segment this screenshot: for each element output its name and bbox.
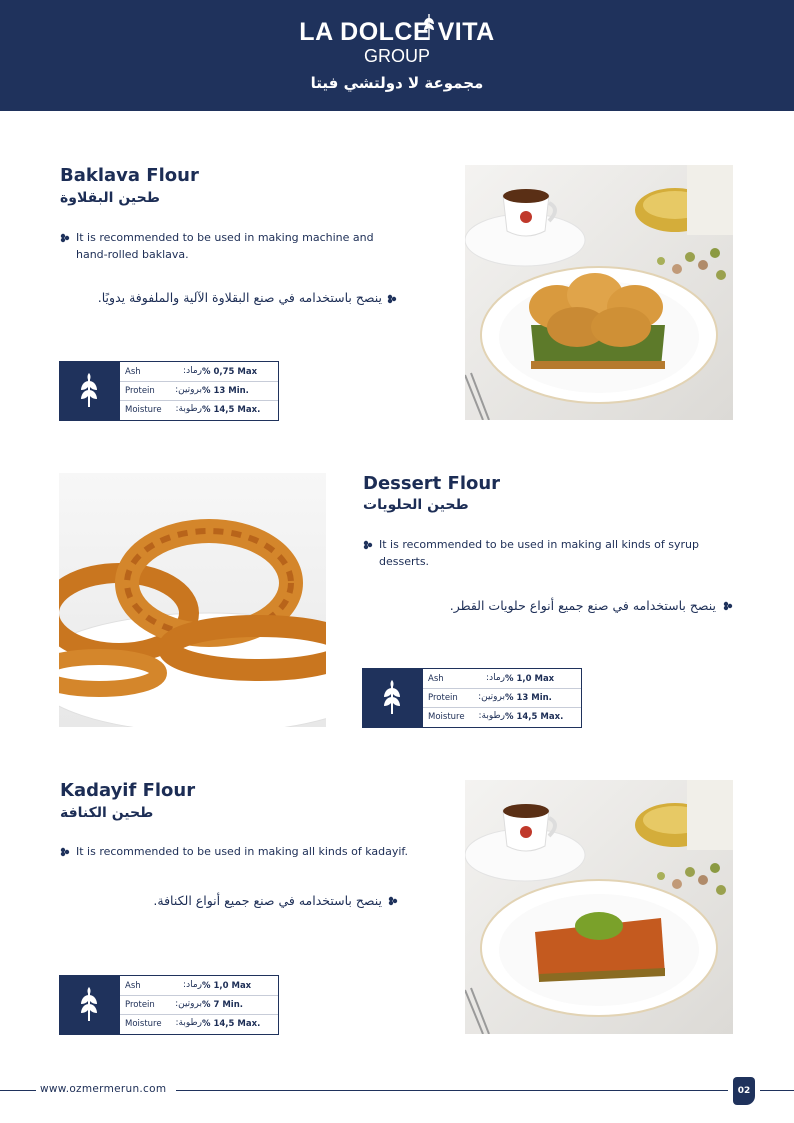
page-number-badge: 02 (733, 1077, 755, 1105)
product-desc-kadayif: It is recommended to be used in making all kinds of kadayif. (76, 845, 408, 858)
leaf-bullet-icon (387, 294, 397, 304)
leaf-bullet-icon (60, 233, 70, 243)
spec-value: % 13 Min. (505, 693, 552, 703)
spec-row-protein (120, 996, 278, 1015)
product-desc-ar-kadayif: ينصح باستخدامه في صنع جميع أنواع الكنافة. (153, 893, 382, 908)
spec-label-ar: رماد: (183, 366, 202, 376)
spec-label-ar: بروتين: (175, 999, 202, 1009)
spec-box-dessert (362, 668, 582, 728)
footer-website-link[interactable]: www.ozmermerun.com (40, 1083, 167, 1095)
spec-label-en: Moisture (125, 1019, 162, 1029)
spec-label-en: Moisture (125, 405, 162, 415)
spec-row-moisture (423, 708, 581, 726)
header-bar (0, 0, 794, 111)
product-desc-ar-baklava: ينصح باستخدامه في صنع البقلاوة الآلية والملفوفة يدويًا. (97, 290, 382, 305)
wheat-logo-icon (421, 12, 437, 42)
leaf-bullet-icon (388, 896, 398, 906)
spec-value: % 14,5 Max. (505, 712, 564, 722)
product-desc-ar-dessert: ينصح باستخدامه في صنع جميع أنواع حلويات القطر. (449, 598, 716, 613)
product-title-ar-dessert: طحين الحلويات (363, 497, 469, 513)
spec-row-ash (423, 670, 581, 689)
spec-value: % 1,0 Max (202, 981, 252, 991)
spec-label-en: Protein (428, 693, 458, 703)
product-title-dessert: Dessert Flour (363, 473, 501, 494)
spec-row-protein (423, 689, 581, 708)
brand-logo-text: LA DOLCE VITA (299, 18, 495, 46)
baklava-photo (465, 165, 733, 420)
spec-icon-box (59, 975, 119, 1035)
spec-box-baklava (59, 361, 279, 421)
spec-row-ash (120, 977, 278, 996)
product-title-kadayif: Kadayif Flour (60, 780, 196, 801)
spec-value: % 13 Min. (202, 386, 249, 396)
leaf-bullet-icon (723, 601, 733, 611)
brand-subtitle: GROUP (363, 46, 430, 66)
footer-divider-left (0, 1090, 36, 1091)
footer-divider-right (760, 1090, 794, 1091)
spec-label-ar: رطوبة: (175, 404, 202, 414)
spec-label-en: Protein (125, 386, 155, 396)
leaf-bullet-icon (60, 847, 70, 857)
brand-arabic: مجموعة لا دولتشي فيتا (310, 74, 484, 92)
spec-label-ar: رطوبة: (478, 711, 505, 721)
spec-label-en: Ash (428, 674, 444, 684)
wheat-icon (362, 668, 422, 728)
spec-row-ash (120, 363, 278, 382)
spec-table (119, 975, 279, 1035)
product-title-ar-baklava: طحين البقلاوة (60, 190, 160, 206)
spec-value: % 14,5 Max. (202, 1019, 261, 1029)
spec-label-ar: رماد: (183, 980, 202, 990)
leaf-bullet-icon (363, 540, 373, 550)
spec-table (422, 668, 582, 728)
spec-value: % 14,5 Max. (202, 405, 261, 415)
product-desc-baklava: It is recommended to be used in making machine and hand-rolled baklava. (76, 231, 374, 261)
spec-label-en: Moisture (428, 712, 465, 722)
wheat-icon (59, 975, 119, 1035)
spec-label-ar: بروتين: (175, 385, 202, 395)
product-title-baklava: Baklava Flour (60, 165, 199, 186)
spec-value: % 1,0 Max (505, 674, 555, 684)
spec-label-ar: رطوبة: (175, 1018, 202, 1028)
spec-label-ar: رماد: (486, 673, 505, 683)
spec-label-en: Ash (125, 367, 141, 377)
product-title-ar-kadayif: طحين الكنافة (60, 805, 154, 821)
footer-divider (176, 1090, 728, 1091)
wheat-icon (59, 361, 119, 421)
spec-table (119, 361, 279, 421)
spec-row-moisture (120, 401, 278, 419)
product-desc-dessert: It is recommended to be used in making all kinds of syrup desserts. (379, 538, 699, 568)
spec-value: % 0,75 Max (202, 367, 258, 377)
spec-box-kadayif (59, 975, 279, 1035)
spec-icon-box (362, 668, 422, 728)
spec-label-en: Protein (125, 1000, 155, 1010)
kadayif-photo (465, 780, 733, 1034)
spec-label-en: Ash (125, 981, 141, 991)
spec-row-protein (120, 382, 278, 401)
spec-icon-box (59, 361, 119, 421)
spec-label-ar: بروتين: (478, 692, 505, 702)
spec-value: % 7 Min. (202, 1000, 244, 1010)
dessert-photo (59, 473, 326, 727)
spec-row-moisture (120, 1015, 278, 1033)
